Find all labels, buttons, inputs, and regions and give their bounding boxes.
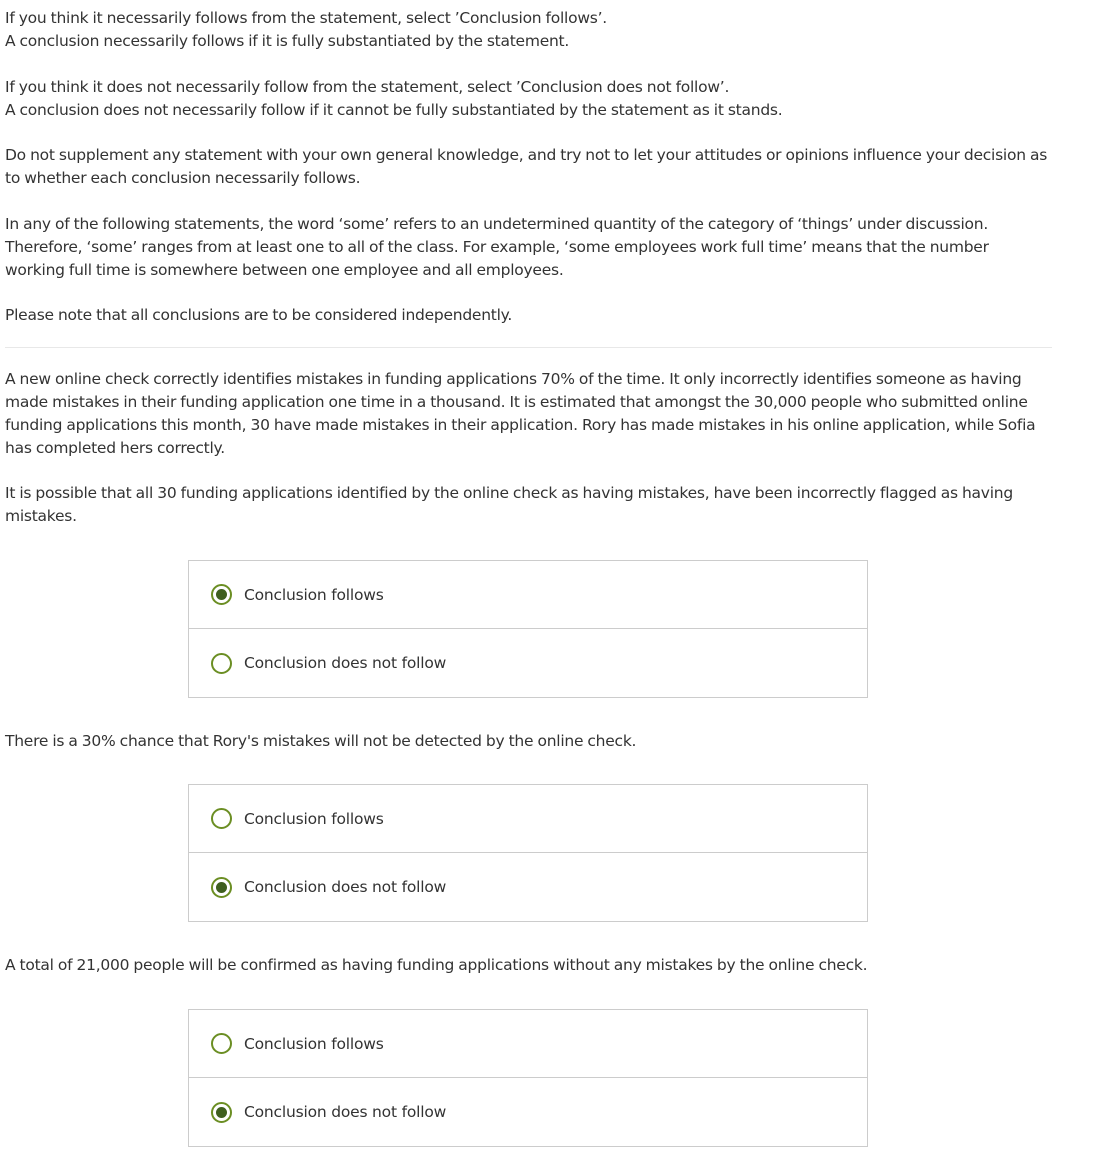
statement-text: A new online check correctly identifies mistakes in funding applications 70% of the time. It only incorrectly identifies someone as having made mistakes in their funding application one time in a thousand. It is estimated that amongst the 30,000 people who submitted online funding applications this month, 30 have made mistakes in their application. Rory has made mistakes in his online application, while Sofia has completed hers correctly.	[5, 370, 1036, 457]
section-divider	[5, 347, 1052, 348]
conclusion-2-follows-option[interactable]	[188, 784, 868, 853]
instruction-not-follow-line1: If you think it does not necessarily follow from the statement, select ’Conclusion does not follow’.	[5, 78, 730, 96]
radio-selected-icon[interactable]	[211, 584, 232, 605]
radio-unselected-icon[interactable]	[211, 653, 232, 674]
instruction-some-definition: In any of the following statements, the word ‘some’ refers to an undetermined quantity of the category of ‘things’ under discussion. Therefore, ‘some’ ranges from at least one to all of the class. For example, ‘some employees work full time’ means that the number working full time is somewhere between one employee and all employees.	[5, 215, 989, 279]
option-label: Conclusion follows	[244, 1034, 384, 1053]
instruction-follows-line2: A conclusion necessarily follows if it is fully substantiated by the statement.	[5, 32, 570, 50]
conclusion-2-not-follow-option[interactable]	[188, 852, 868, 922]
conclusion-1-not-follow-option[interactable]	[188, 628, 868, 698]
radio-selected-icon[interactable]	[211, 1102, 232, 1123]
conclusion-3-not-follow-option[interactable]	[188, 1077, 868, 1147]
radio-selected-icon[interactable]	[211, 877, 232, 898]
option-label: Conclusion follows	[244, 585, 384, 604]
conclusion-2-text: There is a 30% chance that Rory's mistakes will not be detected by the online check.	[5, 732, 637, 750]
option-label: Conclusion does not follow	[244, 1103, 447, 1121]
option-label: Conclusion follows	[244, 809, 384, 828]
instruction-not-follow-line2: A conclusion does not necessarily follow if it cannot be fully substantiated by the statement as it stands.	[5, 101, 783, 119]
conclusion-1-follows-option[interactable]	[188, 560, 868, 629]
instruction-follows-line1: If you think it necessarily follows from the statement, select ’Conclusion follows’.	[5, 9, 607, 27]
conclusion-2-options	[188, 784, 868, 922]
conclusion-3-follows-option[interactable]	[188, 1009, 868, 1078]
radio-unselected-icon[interactable]	[211, 808, 232, 829]
conclusion-1-text: It is possible that all 30 funding applications identified by the online check as having mistakes, have been incorrectly flagged as having mistakes.	[5, 484, 1013, 525]
option-label: Conclusion does not follow	[244, 654, 447, 672]
instruction-independent: Please note that all conclusions are to be considered independently.	[5, 306, 513, 324]
conclusion-3-text: A total of 21,000 people will be confirmed as having funding applications without any mistakes by the online check.	[5, 956, 868, 974]
conclusion-1-options	[188, 560, 868, 698]
instruction-follows	[5, 7, 1050, 53]
instruction-not-follow	[5, 76, 1050, 122]
option-label: Conclusion does not follow	[244, 878, 447, 896]
conclusion-3-options	[188, 1009, 868, 1147]
radio-unselected-icon[interactable]	[211, 1033, 232, 1054]
instruction-knowledge: Do not supplement any statement with your own general knowledge, and try not to let your attitudes or opinions influence your decision as to whether each conclusion necessarily follows.	[5, 146, 1048, 187]
